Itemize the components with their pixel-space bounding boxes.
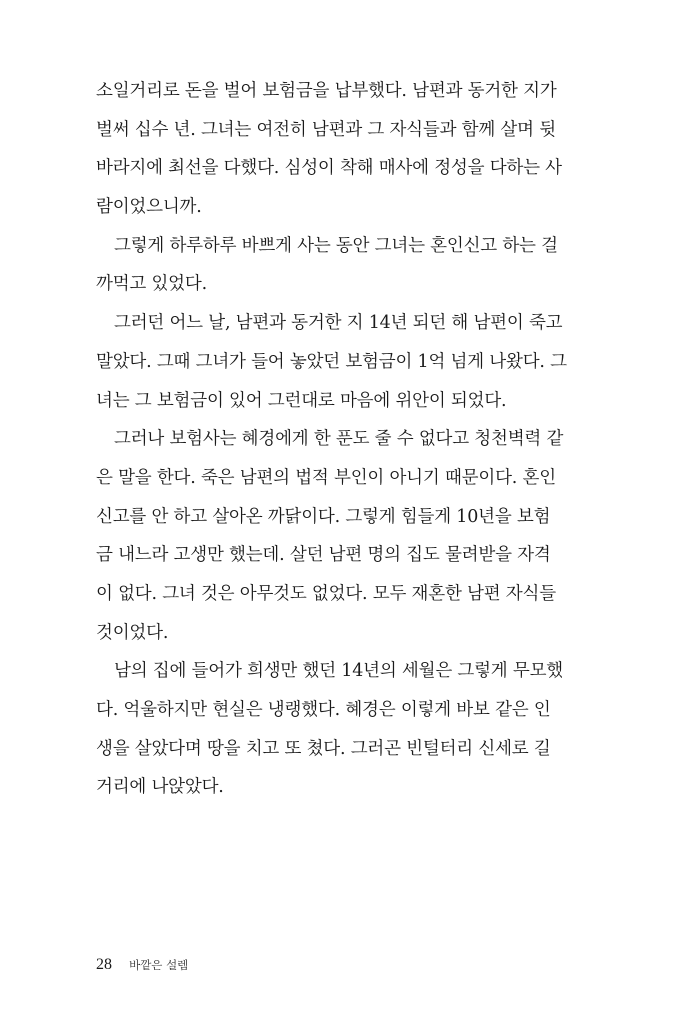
text-line: 말았다. 그때 그녀가 들어 놓았던 보험금이 1억 넘게 나왔다. 그	[96, 351, 567, 372]
page-footer	[96, 952, 188, 976]
text-line: 바라지에 최선을 다했다. 심성이 착해 매사에 정성을 다하는 사	[96, 158, 562, 179]
body-text	[96, 72, 578, 807]
text-line: 이 없다. 그녀 것은 아무것도 없었다. 모두 재혼한 남편 자식들	[96, 583, 556, 604]
paragraph-start-line: 그렇게 하루하루 바쁘게 사는 동안 그녀는 혼인신고 하는 걸	[114, 235, 558, 256]
text-line: 금 내느라 고생만 했는데. 살던 남편 명의 집도 물려받을 자격	[96, 545, 551, 566]
paragraph-start-line: 그러던 어느 날, 남편과 동거한 지 14년 되던 해 남편이 죽고	[114, 313, 563, 334]
text-line: 거리에 나앉았다.	[96, 777, 224, 798]
paragraph-start-line: 그러나 보험사는 혜경에게 한 푼도 줄 수 없다고 청천벽력 같	[114, 429, 564, 450]
text-line: 생을 살았다며 땅을 치고 또 쳤다. 그러곤 빈털터리 신세로 길	[96, 738, 551, 759]
text-line: 람이었으니까.	[96, 197, 202, 218]
running-title: 바깥은 설렘	[129, 958, 189, 972]
text-line: 것이었다.	[96, 622, 169, 643]
paragraph-start-line: 남의 집에 들어가 희생만 했던 14년의 세월은 그렇게 무모했	[114, 661, 563, 682]
text-line: 까먹고 있었다.	[96, 274, 207, 295]
text-line: 녀는 그 보험금이 있어 그런대로 마음에 위안이 되었다.	[96, 390, 507, 411]
text-line: 다. 억울하지만 현실은 냉랭했다. 혜경은 이렇게 바보 같은 인	[96, 700, 551, 720]
text-line: 벌써 십수 년. 그녀는 여전히 남편과 그 자식들과 함께 살며 뒷	[96, 119, 556, 140]
text-line: 소일거리로 돈을 벌어 보험금을 납부했다. 남편과 동거한 지가	[96, 81, 557, 101]
text-line: 은 말을 한다. 죽은 남편의 법적 부인이 아니기 때문이다. 혼인	[96, 467, 556, 488]
page-number: 28	[96, 956, 112, 973]
text-line: 신고를 안 하고 살아온 까닭이다. 그렇게 힘들게 10년을 보험	[96, 506, 551, 527]
